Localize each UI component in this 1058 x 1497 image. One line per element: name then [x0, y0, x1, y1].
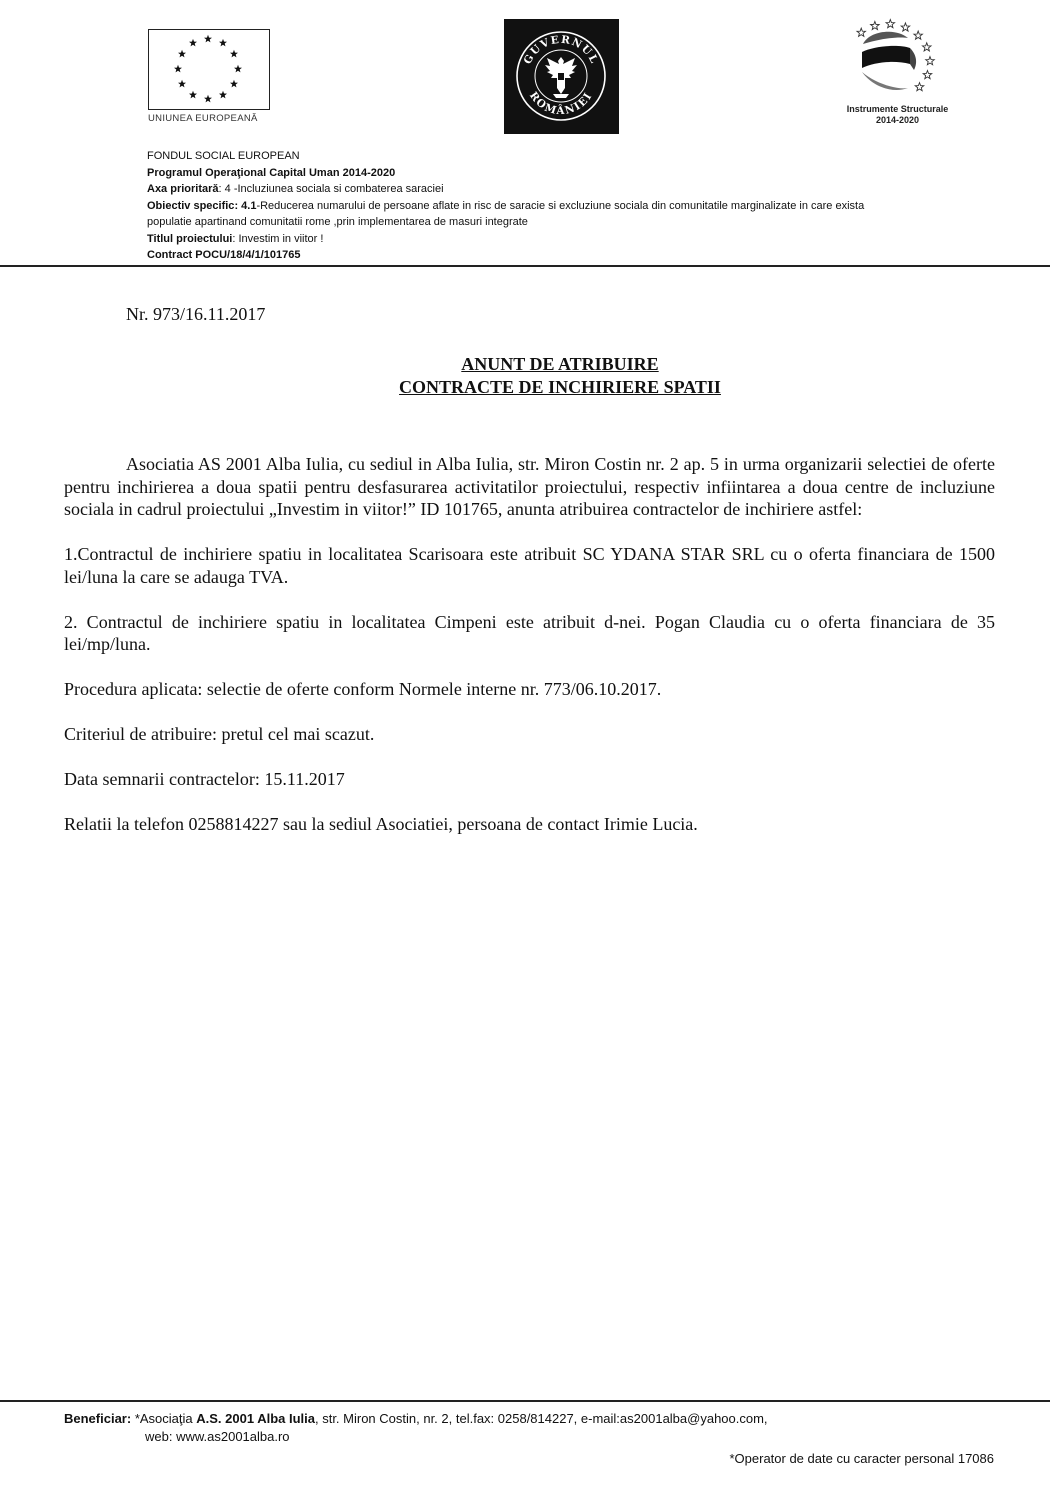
objective-code: : 4.1 — [234, 199, 257, 212]
beneficiar-org: A.S. 2001 Alba Iulia — [196, 1411, 315, 1426]
footer-divider — [0, 1400, 1050, 1402]
paragraph-contract-1: 1.Contractul de inchiriere spatiu in localitatea Scarisoara este atribuit SC YDANA STAR SRL cu o oferta financiara de 1500 lei/luna la care se adauga TVA. — [64, 544, 995, 587]
axis-value: : 4 -Incluziunea sociala si combaterea saraciei — [218, 183, 444, 195]
fund-line: FONDUL SOCIAL EUROPEAN — [147, 150, 300, 162]
axis-line — [147, 181, 1007, 198]
document-number: Nr. 973/16.11.2017 — [126, 304, 266, 324]
instrumente-structurale-caption — [830, 104, 965, 126]
beneficiar-details: , str. Miron Costin, nr. 2, tel.fax: 0258/814227, e-mail:as2001alba@yahoo.com, — [314, 1411, 768, 1426]
eu-star-icon — [230, 50, 238, 58]
is-star-icon — [871, 21, 880, 29]
eu-star-icon — [234, 65, 242, 73]
paragraph-contact: Relatii la telefon 0258814227 sau la sediul Asociatiei, persoana de contact Irimie Lucia. — [64, 814, 698, 834]
eagle-icon — [545, 57, 577, 98]
eu-flag-logo — [148, 29, 270, 110]
is-star-icon — [926, 57, 935, 65]
beneficiar-prefix: *Asociaţia — [131, 1411, 197, 1426]
paragraph-procedure: Procedura aplicata: selectie de oferte conform Normele interne nr. 773/06.10.2017. — [64, 679, 662, 699]
document-title — [0, 353, 1058, 399]
paragraph-signing-date: Data semnarii contractelor: 15.11.2017 — [64, 769, 345, 789]
is-star-icon — [886, 20, 895, 28]
objective-label: Obiectiv specific — [147, 199, 235, 212]
is-star-icon — [915, 83, 924, 91]
objective-line — [147, 198, 1007, 215]
footer-operator-note: *Operator de date cu caracter personal 17086 — [729, 1451, 994, 1466]
eu-label: UNIUNEA EUROPEANĂ — [148, 113, 258, 124]
is-star-icon — [914, 31, 923, 39]
title-line-1: ANUNT DE ATRIBUIRE — [461, 354, 659, 374]
eu-star-icon — [178, 80, 186, 88]
eu-star-icon — [204, 95, 212, 103]
eu-star-icon — [174, 65, 182, 73]
document-body — [64, 453, 995, 836]
programme-line: Programul Operaţional Capital Uman 2014-2020 — [147, 166, 396, 179]
title-line-2: CONTRACTE DE INCHIRIERE SPATII — [399, 377, 721, 397]
eu-star-icon — [219, 39, 227, 47]
footer-web: web: www.as2001alba.ro — [145, 1429, 290, 1444]
title-value: : Investim in viitor ! — [232, 232, 324, 245]
axis-label: Axa prioritară — [147, 183, 219, 195]
contract-line: Contract POCU/18/4/1/101765 — [147, 249, 301, 261]
eu-star-icon — [178, 50, 186, 58]
eu-star-icon — [230, 80, 238, 88]
header-divider — [0, 265, 1050, 267]
objective-text: -Reducerea numarului de persoane aflate in risc de saracie si excluziune sociala din comunitatile marginalizate in care exista — [256, 199, 865, 212]
is-star-icon — [857, 28, 866, 36]
gov-ring-bottom-text: ROMÂNIEI — [526, 89, 595, 118]
objective-line-2: populatie apartinand comunitatii rome ,prin implementarea de masuri integrate — [147, 216, 528, 228]
government-logo — [504, 19, 619, 134]
paragraph-criteria: Criteriul de atribuire: pretul cel mai scazut. — [64, 724, 375, 744]
eu-star-icon — [189, 91, 197, 99]
instrumente-structurale-icon — [838, 14, 958, 112]
instrumente-years: 2014-2020 — [875, 115, 920, 125]
is-star-icon — [922, 43, 931, 51]
project-info-block — [147, 148, 1007, 264]
is-star-icon — [923, 71, 932, 79]
instrumente-structurale-logo — [838, 14, 958, 112]
is-star-icon — [901, 23, 910, 31]
beneficiar-label: Beneficiar: — [64, 1411, 132, 1426]
footer-beneficiary — [64, 1409, 768, 1428]
paragraph-intro: Asociatia AS 2001 Alba Iulia, cu sediul in Alba Iulia, str. Miron Costin nr. 2 ap. 5 in urma organizarii selectiei de oferte pentru inchirierea a doua spatii pentru desfasurarea activitatilor proiectului, respectiv infiintarea a doua centre de incluziune sociala in cadrul proiectului „Investim in viitor!” ID 101765, anunta atribuirea contractelor de inchiriere astfel: — [64, 454, 995, 519]
paragraph-contract-2: 2. Contractul de inchiriere spatiu in localitatea Cimpeni este atribuit d-nei. Pogan Claudia cu o oferta financiara de 35 lei/mp/luna. — [64, 611, 995, 654]
eu-star-icon — [219, 91, 227, 99]
eu-stars-icon — [149, 30, 268, 108]
gov-ring-top-text: GUVERNUL — [521, 33, 601, 67]
instrumente-label: Instrumente Structurale — [846, 104, 949, 114]
title-line — [147, 231, 1007, 248]
title-label: Titlul proiectului — [147, 232, 233, 245]
eu-star-icon — [189, 39, 197, 47]
eu-star-icon — [204, 35, 212, 43]
government-seal-icon — [504, 19, 619, 134]
